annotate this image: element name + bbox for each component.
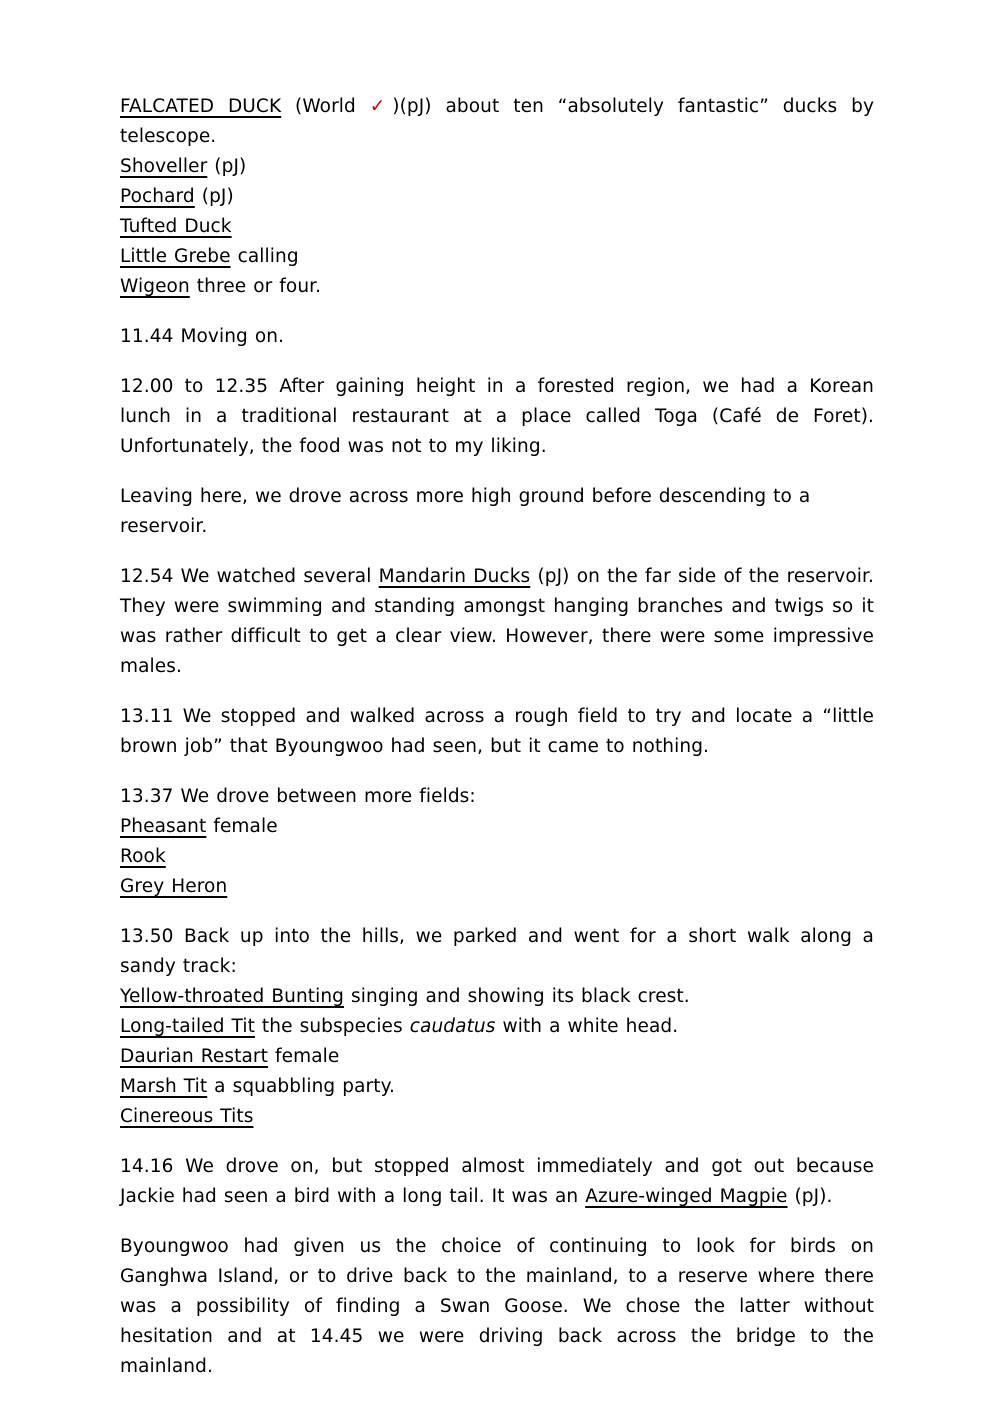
text-run: female (206, 816, 278, 837)
paragraph (120, 1152, 874, 1212)
paragraph (120, 562, 874, 682)
paragraph-group (120, 562, 874, 682)
species-name: Pheasant (120, 816, 207, 837)
paragraph (120, 1102, 874, 1132)
paragraph (120, 1042, 874, 1072)
paragraph (120, 1232, 874, 1382)
paragraph (120, 212, 874, 242)
paragraph (120, 322, 874, 352)
species-name: Marsh Tit (120, 1076, 208, 1097)
species-name: Daurian Restart (120, 1046, 268, 1067)
text-run: with a white head. (495, 1016, 679, 1037)
paragraph-group (120, 1232, 874, 1382)
text-run: 13.37 We drove between more fields: (120, 786, 476, 807)
species-name: Mandarin Ducks (378, 566, 531, 587)
document-content (120, 92, 874, 1382)
paragraph-group (120, 482, 874, 542)
paragraph-group (120, 372, 874, 462)
paragraph (120, 372, 874, 462)
text-run: 11.44 Moving on. (120, 326, 285, 347)
paragraph (120, 182, 874, 212)
text-run: Leaving here, we drove across more high ground before descending to a reservoir. (120, 486, 811, 537)
text-run: female (268, 1046, 340, 1067)
species-name: FALCATED DUCK (120, 96, 282, 117)
paragraph (120, 812, 874, 842)
text-run: a squabbling party. (207, 1076, 395, 1097)
species-name: Cinereous Tits (120, 1106, 254, 1127)
species-name: Grey Heron (120, 876, 228, 897)
species-name: Shoveller (120, 156, 208, 177)
paragraph (120, 272, 874, 302)
check-icon: ✓ (369, 96, 393, 117)
text-run: (World (281, 96, 370, 117)
species-name: Little Grebe (120, 246, 231, 267)
subspecies-name: caudatus (409, 1016, 496, 1037)
species-name: Long-tailed Tit (120, 1016, 255, 1037)
text-run: (pJ) on the far side of the reservoir. They were swimming and standing amongst hanging branches and twigs so it was rather difficult to get a clear view. However, there were some impressive males. (120, 566, 875, 677)
paragraph (120, 872, 874, 902)
text-run: (pJ) (207, 156, 247, 177)
paragraph-group (120, 322, 874, 352)
paragraph-group (120, 702, 874, 762)
text-run: calling (230, 246, 299, 267)
paragraph (120, 152, 874, 182)
paragraph (120, 982, 874, 1012)
text-run: 13.11 We stopped and walked across a rough field to try and locate a “little brown job” that Byoungwoo had seen, but it came to nothing. (120, 706, 874, 757)
paragraph (120, 1072, 874, 1102)
text-run: Byoungwoo had given us the choice of continuing to look for birds on Ganghwa Island, or to drive back to the mainland, to a reserve where there was a possibility of finding a Swan Goose. We chose the latter without hesitation and at 14.45 we were driving back across the bridge to the mainland. (120, 1236, 874, 1377)
paragraph-group (120, 92, 874, 302)
paragraph-group (120, 922, 874, 1132)
text-run: singing and showing its black crest. (344, 986, 690, 1007)
species-name: Tufted Duck (120, 216, 232, 237)
text-run: 14.16 We drove on, but stopped almost immediately and got out because Jackie had seen a bird with a long tail. It was an (120, 1156, 874, 1207)
species-name: Azure-winged Magpie (585, 1186, 788, 1207)
paragraph-group (120, 782, 874, 902)
paragraph (120, 92, 874, 152)
species-name: Pochard (120, 186, 195, 207)
paragraph (120, 482, 874, 542)
paragraph (120, 1012, 874, 1042)
paragraph (120, 242, 874, 272)
paragraph (120, 922, 874, 982)
paragraph (120, 702, 874, 762)
text-run: the subspecies (254, 1016, 410, 1037)
paragraph-group (120, 1152, 874, 1212)
text-run: three or four. (189, 276, 322, 297)
text-run: (pJ) (194, 186, 234, 207)
text-run: (pJ). (787, 1186, 833, 1207)
species-name: Yellow-throated Bunting (120, 986, 345, 1007)
paragraph (120, 842, 874, 872)
paragraph (120, 782, 874, 812)
species-name: Rook (120, 846, 166, 867)
text-run: 13.50 Back up into the hills, we parked and went for a short walk along a sandy track: (120, 926, 874, 977)
text-run: 12.00 to 12.35 After gaining height in a forested region, we had a Korean lunch in a traditional restaurant at a place called Toga (Café de Foret). Unfortunately, the food was not to my liking. (120, 376, 874, 457)
text-run: 12.54 We watched several (120, 566, 379, 587)
text-run: )(pJ) about ten “absolutely fantastic” ducks by telescope. (120, 96, 875, 147)
species-name: Wigeon (120, 276, 190, 297)
